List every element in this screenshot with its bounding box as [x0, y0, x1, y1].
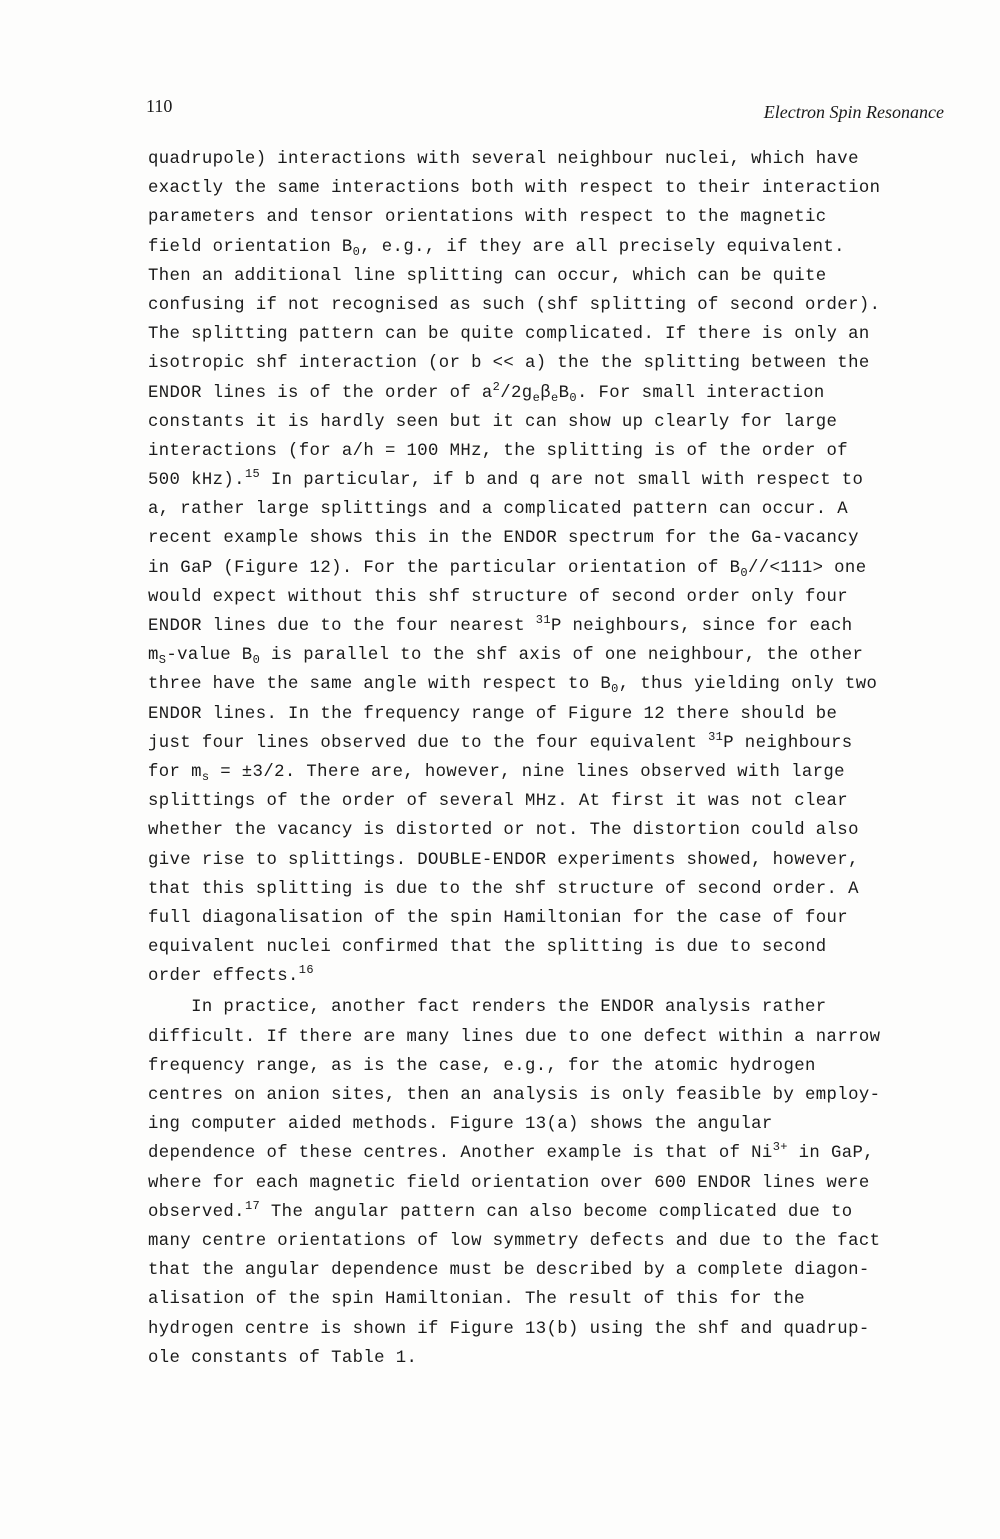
text-segment: s [201, 769, 210, 784]
text-line: recent example shows this in the ENDOR spectrum for the Ga-vacancy [148, 529, 859, 549]
text-line: difficult. If there are many lines due to one defect within a narrow [148, 1027, 881, 1047]
text-line [148, 379, 948, 408]
text-segment: observed. [148, 1202, 245, 1222]
text-line: quadrupole) interactions with several neighbour nuclei, which have [148, 150, 859, 169]
text-segment: , thus yielding only two [618, 675, 878, 695]
text-segment: , e.g., if they are all precisely equivalent. [360, 237, 845, 257]
text-segment: 17 [244, 1198, 261, 1213]
text-line: splittings of the order of several MHz. At first it was not clear [148, 792, 849, 812]
text-segment: 31 [535, 613, 551, 627]
text-line [148, 962, 948, 991]
text-line [148, 758, 948, 787]
text-segment: 0 [352, 244, 361, 259]
text-line [148, 233, 948, 262]
text-segment: e [532, 390, 541, 405]
text-line [148, 554, 948, 583]
text-line: Then an additional line splitting can occur, which can be quite [148, 266, 827, 286]
text-line: a, rather large splittings and a complicated pattern can occur. A [148, 500, 849, 520]
text-segment: -value B [166, 646, 253, 666]
text-line: constants it is hardly seen but it can show up clearly for large [148, 412, 838, 432]
text-segment: is parallel to the shf axis of one neighbour, the other [260, 646, 864, 666]
text-segment: ENDOR lines due to the four nearest [148, 617, 536, 636]
text-line: exactly the same interactions both with respect to their interaction [148, 179, 881, 199]
text-segment: In particular, if b and q are not small with respect to [260, 471, 864, 491]
text-segment: in GaP (Figure 12). For the particular orientation of B [148, 558, 741, 578]
text-segment: just four lines observed due to the four equivalent [148, 733, 709, 753]
text-segment: 16 [298, 963, 314, 978]
text-segment: The angular pattern can also become complicated due to [260, 1202, 853, 1222]
text-line: that the angular dependence must be described by a complete diagon- [148, 1261, 870, 1281]
text-segment: 0 [569, 390, 577, 405]
text-segment: P neighbours [723, 733, 853, 753]
text-line [148, 466, 948, 495]
text-segment: P neighbours, since for each [550, 617, 853, 636]
text-segment: e [550, 390, 559, 405]
text-line: The splitting pattern can be quite complicated. If there is only an [148, 325, 870, 345]
text-line: centres on anion sites, then an analysis is only feasible by employ- [148, 1086, 881, 1105]
paragraph-1 [148, 145, 948, 991]
paragraph-2 [148, 993, 948, 1372]
text-segment: //<111> one [747, 558, 867, 578]
text-segment: S [158, 653, 167, 668]
text-line: where for each magnetic field orientation over 600 ENDOR lines were [148, 1173, 870, 1193]
text-segment: 0 [740, 565, 748, 580]
text-line: alisation of the spin Hamiltonian. The result of this for the [148, 1290, 805, 1310]
text-segment: order effects. [148, 967, 299, 987]
text-line: would expect without this shf structure of second order only four [148, 587, 849, 607]
text-line: hydrogen centre is shown if Figure 13(b) using the shf and quadrup- [148, 1319, 870, 1339]
text-segment: 500 kHz). [148, 471, 245, 491]
text-segment: . For small interaction [576, 383, 825, 403]
text-line: frequency range, as is the case, e.g., for the atomic hydrogen [148, 1056, 816, 1076]
text-segment: 15 [244, 467, 261, 482]
running-title: Electron Spin Resonance [763, 102, 944, 122]
text-line: ENDOR lines. In the frequency range of Figure 12 there should be [148, 704, 838, 724]
text-line: ing computer aided methods. Figure 13(a) shows the angular [148, 1115, 773, 1135]
text-segment: 0 [611, 682, 619, 697]
text-segment: 2 [492, 379, 501, 394]
text-line: In practice, another fact renders the ENDOR analysis rather [148, 998, 827, 1018]
text-segment: 0 [252, 653, 261, 668]
text-segment: 31 [708, 729, 724, 744]
text-line: equivalent nuclei confirmed that the splitting is due to second [148, 938, 827, 958]
text-line [148, 670, 948, 699]
text-line [148, 729, 948, 758]
text-segment: 3+ [772, 1140, 788, 1155]
text-line: isotropic shf interaction (or b << a) the the splitting between the [148, 354, 870, 374]
text-line: many centre orientations of low symmetry defects and due to the fact [148, 1231, 881, 1251]
text-segment: ENDOR lines is of the order of a [148, 383, 493, 403]
body-text [148, 145, 948, 1373]
text-line [148, 641, 948, 670]
text-segment: m [148, 646, 159, 666]
text-line: whether the vacancy is distorted or not. The distortion could also [148, 821, 859, 841]
text-line: confusing if not recognised as such (shf splitting of second order). [148, 295, 881, 315]
text-segment: for m [148, 762, 202, 782]
text-segment: B [558, 383, 570, 403]
text-segment: /2g [500, 383, 533, 403]
text-segment: field orientation B [148, 237, 353, 257]
text-segment: three have the same angle with respect to B [148, 675, 612, 695]
text-line: parameters and tensor orientations with respect to the magnetic [148, 208, 827, 228]
text-line [148, 1198, 948, 1227]
text-segment: β [540, 383, 551, 403]
text-segment: in GaP, [787, 1144, 875, 1164]
text-line: full diagonalisation of the spin Hamiltonian for the case of four [148, 908, 849, 928]
text-line: ole constants of Table 1. [148, 1348, 418, 1368]
text-segment: = ±3/2. There are, however, nine lines observed with large [209, 762, 845, 782]
text-line: that this splitting is due to the shf structure of second order. A [148, 879, 859, 899]
text-line: interactions (for a/h = 100 MHz, the splitting is of the order of [148, 441, 849, 461]
text-line: give rise to splittings. DOUBLE-ENDOR experiments showed, however, [148, 850, 859, 870]
page-number: 110 [146, 96, 173, 116]
text-line: dependence of these centres. Another example is that of $Ni^{3+}$ in GaP, [148, 1140, 875, 1164]
text-line [148, 612, 948, 641]
